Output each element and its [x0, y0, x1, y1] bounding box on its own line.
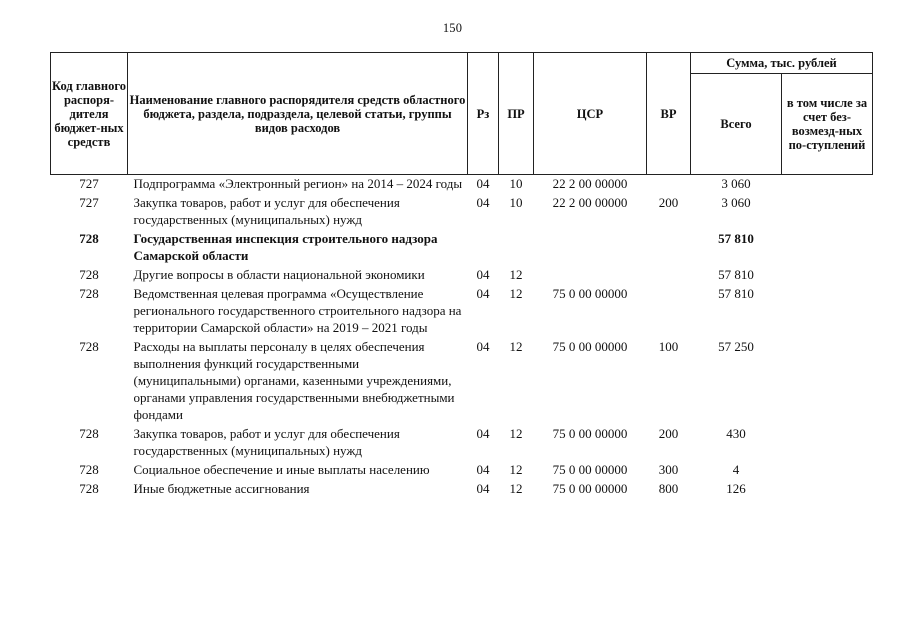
- cell-free: [782, 266, 873, 285]
- cell-name: Подпрограмма «Электронный регион» на 2014 – 2024 годы: [133, 176, 463, 191]
- cell-total: 3 060: [721, 195, 751, 210]
- table-row: [51, 285, 873, 338]
- cell-pr: 10: [509, 195, 523, 210]
- table-header: [51, 53, 873, 175]
- cell-csr: 75 0 00 00000: [552, 426, 628, 441]
- header-code: Код главного распоря-дителя бюджет-ных средств: [51, 53, 128, 175]
- cell-code: 727: [79, 195, 99, 210]
- cell-code: 728: [79, 426, 99, 441]
- header-rz: Рз: [468, 53, 499, 175]
- cell-csr: 22 2 00 00000: [552, 195, 628, 210]
- header-pr: ПР: [499, 53, 534, 175]
- cell-rz: 04: [476, 462, 490, 477]
- cell-free: [782, 480, 873, 499]
- cell-code: 728: [79, 231, 99, 246]
- budget-table: [50, 52, 873, 499]
- cell-free: [782, 425, 873, 461]
- cell-csr: 75 0 00 00000: [552, 286, 628, 301]
- cell-csr: 75 0 00 00000: [552, 462, 628, 477]
- cell-vr: 800: [658, 481, 679, 496]
- cell-free: [782, 194, 873, 230]
- cell-pr: 12: [509, 267, 523, 282]
- cell-name: Закупка товаров, работ и услуг для обеспечения государственных (муниципальных) нужд: [133, 426, 400, 458]
- header-sum: Сумма, тыс. рублей: [691, 53, 873, 74]
- cell-csr: 75 0 00 00000: [552, 339, 628, 354]
- table-row: [51, 425, 873, 461]
- cell-free: [782, 285, 873, 338]
- cell-name: Социальное обеспечение и иные выплаты населению: [133, 462, 430, 477]
- cell-pr: 10: [509, 176, 523, 191]
- cell-total: 57 810: [718, 286, 754, 301]
- cell-total: 57 250: [718, 339, 754, 354]
- cell-pr: 12: [509, 339, 523, 354]
- cell-csr: [534, 266, 647, 285]
- cell-vr: 200: [658, 426, 679, 441]
- cell-name: Государственная инспекция строительного надзора Самарской области: [133, 231, 438, 263]
- header-name: Наименование главного распорядителя средств областного бюджета, раздела, подраздела, целевой статьи, группы видов расходов: [128, 53, 468, 175]
- cell-free: [782, 175, 873, 195]
- table-row: [51, 230, 873, 266]
- cell-total: 4: [732, 462, 740, 477]
- cell-rz: 04: [476, 481, 490, 496]
- cell-vr: [647, 285, 691, 338]
- cell-total: 430: [726, 426, 746, 441]
- cell-rz: 04: [476, 267, 490, 282]
- cell-rz: 04: [476, 176, 490, 191]
- cell-total: 57 810: [718, 231, 754, 246]
- cell-vr: 100: [658, 339, 679, 354]
- cell-code: 728: [79, 339, 99, 354]
- header-total: Всего: [691, 74, 782, 175]
- table-row: [51, 266, 873, 285]
- table-row: [51, 175, 873, 195]
- cell-vr: [647, 266, 691, 285]
- header-csr: ЦСР: [534, 53, 647, 175]
- cell-rz: 04: [476, 195, 490, 210]
- cell-name: Другие вопросы в области национальной экономики: [133, 267, 425, 282]
- table-body: [51, 175, 873, 500]
- table-row: [51, 194, 873, 230]
- cell-total: 57 810: [718, 267, 754, 282]
- cell-name: Расходы на выплаты персоналу в целях обеспечения выполнения функций государственными (муниципальными) органами, казенными учреждениями, органами управления государственными внебюджетными фондами: [133, 339, 455, 422]
- cell-pr: 12: [509, 286, 523, 301]
- cell-rz: 04: [476, 426, 490, 441]
- cell-pr: 12: [509, 481, 523, 496]
- cell-free: [782, 230, 873, 266]
- cell-total: 3 060: [721, 176, 751, 191]
- cell-name: Закупка товаров, работ и услуг для обеспечения государственных (муниципальных) нужд: [133, 195, 400, 227]
- cell-csr: 22 2 00 00000: [552, 176, 628, 191]
- cell-code: 727: [79, 176, 99, 191]
- cell-free: [782, 461, 873, 480]
- cell-rz: 04: [476, 339, 490, 354]
- header-vr: ВР: [647, 53, 691, 175]
- cell-pr: [499, 230, 534, 266]
- cell-pr: 12: [509, 462, 523, 477]
- table-row: [51, 480, 873, 499]
- cell-rz: [468, 230, 499, 266]
- cell-code: 728: [79, 286, 99, 301]
- table-row: [51, 338, 873, 425]
- table-row: [51, 461, 873, 480]
- cell-vr: [647, 175, 691, 195]
- header-free: в том числе за счет без-возмезд-ных по-ступлений: [782, 74, 873, 175]
- cell-code: 728: [79, 462, 99, 477]
- cell-free: [782, 338, 873, 425]
- page-number: 150: [442, 21, 463, 35]
- cell-pr: 12: [509, 426, 523, 441]
- cell-vr: 200: [658, 195, 679, 210]
- cell-vr: 300: [658, 462, 679, 477]
- cell-rz: 04: [476, 286, 490, 301]
- cell-code: 728: [79, 267, 99, 282]
- cell-vr: [647, 230, 691, 266]
- cell-csr: 75 0 00 00000: [552, 481, 628, 496]
- cell-csr: [534, 230, 647, 266]
- cell-name: Иные бюджетные ассигнования: [133, 481, 310, 496]
- cell-code: 728: [79, 481, 99, 496]
- cell-total: 126: [726, 481, 746, 496]
- cell-name: Ведомственная целевая программа «Осуществление регионального государственного строительного надзора на территории Самарской области» на 2019 – 2021 годы: [133, 286, 462, 335]
